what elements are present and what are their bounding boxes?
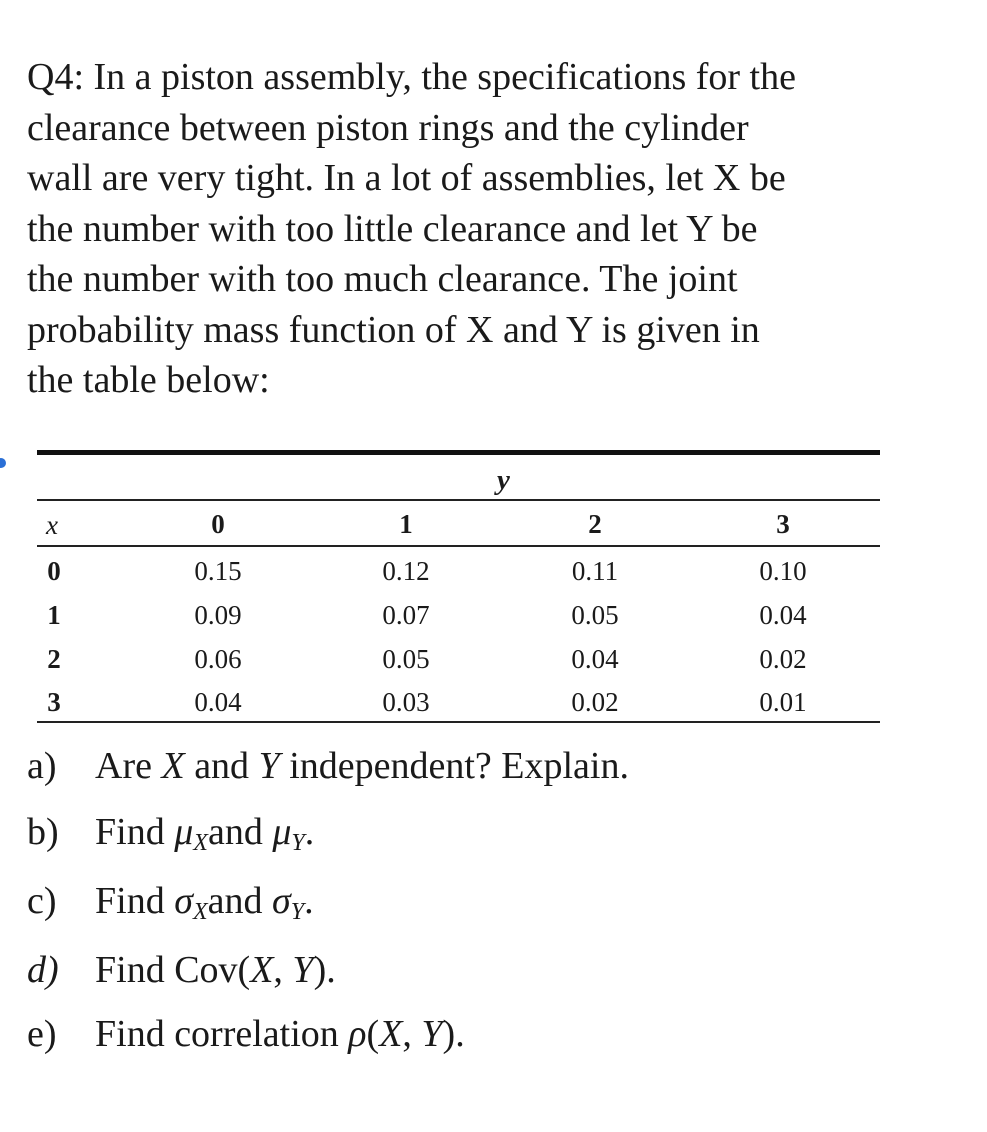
question-line: the number with too little clearance and let Y be (27, 207, 758, 250)
part-text: , (273, 949, 293, 991)
part-label: e) (27, 1013, 57, 1055)
part-label: d) (27, 949, 59, 991)
part-d (27, 948, 336, 992)
part-text: and (207, 811, 273, 853)
question-line: Q4: In a piston assembly, the specifications for the (27, 56, 796, 98)
question-line: probability mass function of X and Y is given in (27, 308, 760, 351)
probability-cell: 0.02 (759, 644, 807, 674)
part-c (27, 879, 314, 926)
probability-cell: 0.11 (571, 556, 619, 586)
variable-y: Y (292, 949, 314, 991)
probability-cell: 0.03 (382, 687, 430, 717)
part-text: . (304, 880, 314, 922)
question-line: clearance between piston rings and the cylinder (27, 106, 749, 149)
table-bottom-rule (37, 721, 880, 723)
variable-x: X (379, 1013, 403, 1055)
subscript-y: Y (290, 899, 305, 925)
part-text: , (402, 1013, 422, 1055)
probability-cell: 0.02 (571, 687, 619, 717)
probability-cell: 0.12 (382, 556, 430, 586)
question-line: the number with too much clearance. The joint (27, 258, 738, 300)
x-value-header: 1 (47, 600, 61, 630)
part-text: independent? Explain. (279, 745, 629, 787)
question-line: wall are very tight. In a lot of assemblies, let X be (27, 157, 786, 199)
subscript-x: X (193, 830, 208, 856)
probability-cell: 0.04 (194, 687, 242, 717)
variable-y: Y (258, 745, 280, 787)
probability-cell: 0.05 (382, 644, 430, 674)
margin-marker-dot (0, 458, 6, 468)
part-text: Find Cov( (95, 949, 251, 991)
x-value-header: 0 (47, 556, 61, 586)
variable-y: Y (421, 1013, 443, 1055)
probability-cell: 0.04 (571, 644, 619, 674)
part-text: ). (313, 949, 336, 991)
mu-symbol: μ (272, 811, 292, 853)
part-text: and (184, 745, 259, 787)
part-text: . (304, 811, 315, 853)
y-value-header: 3 (776, 509, 790, 539)
probability-cell: 0.04 (759, 600, 807, 630)
subscript-x: X (192, 899, 208, 925)
probability-cell: 0.10 (759, 556, 807, 586)
variable-x: X (161, 745, 185, 787)
mu-symbol: μ (174, 811, 194, 853)
probability-cell: 0.15 (194, 556, 242, 586)
part-label: c) (27, 880, 57, 922)
part-b (27, 810, 314, 857)
part-e (27, 1012, 465, 1056)
y-value-header: 1 (399, 509, 413, 539)
sigma-symbol: σ (174, 880, 193, 922)
probability-cell: 0.01 (759, 687, 807, 717)
table-top-rule (37, 450, 880, 455)
question-line: the table below: (27, 359, 270, 401)
sigma-symbol: σ (272, 880, 291, 922)
rho-symbol: ρ (348, 1013, 367, 1055)
part-text: Find (95, 811, 175, 853)
part-label: b) (27, 811, 59, 853)
probability-cell: 0.06 (194, 644, 242, 674)
part-text: ). (442, 1013, 465, 1055)
x-value-header: 3 (47, 687, 61, 717)
table-header-rule (37, 545, 880, 547)
probability-cell: 0.09 (194, 600, 242, 630)
y-value-header: 0 (211, 509, 225, 539)
part-label: a) (27, 745, 57, 787)
part-text: and (207, 880, 272, 922)
question-text (27, 52, 927, 406)
y-value-header: 2 (588, 509, 602, 539)
part-a (27, 744, 629, 788)
y-variable-label: y (497, 464, 510, 496)
variable-x: X (250, 949, 274, 991)
subscript-y: Y (291, 830, 305, 856)
part-text: Find correlation (95, 1013, 349, 1055)
x-value-header: 2 (47, 644, 61, 674)
table-subheader-rule (37, 499, 880, 501)
probability-cell: 0.05 (571, 600, 619, 630)
part-text: Find (95, 880, 175, 922)
probability-cell: 0.07 (382, 600, 430, 630)
part-text: ( (366, 1013, 380, 1055)
part-text: Are (95, 745, 162, 787)
x-variable-label: x (46, 510, 58, 540)
